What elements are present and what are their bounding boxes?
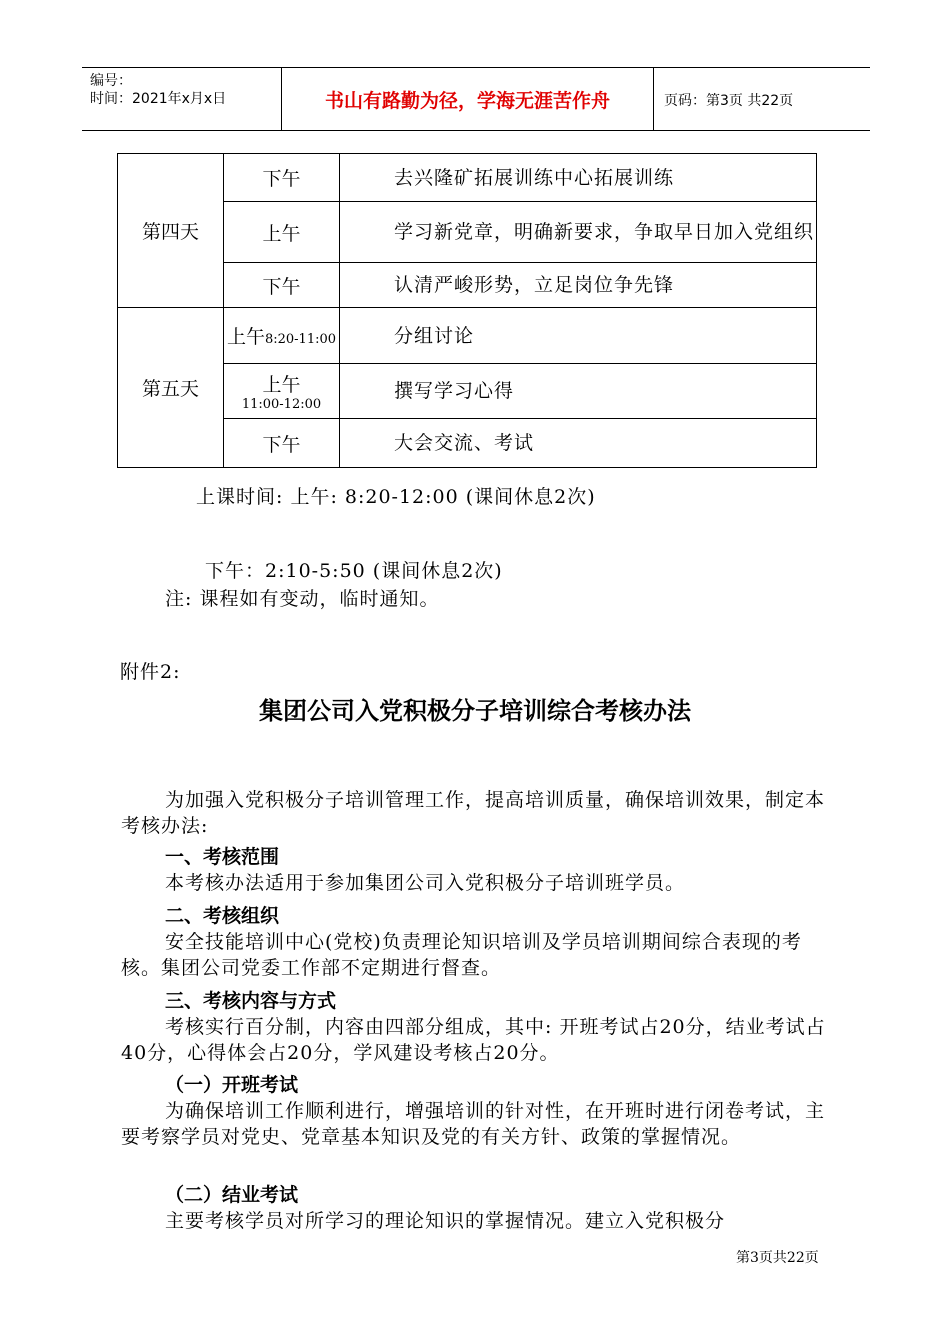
period-cell: 上午 [224,202,340,263]
activity-cell: 认清严峻形势，立足岗位争先锋 [340,263,817,308]
period-cell: 下午 [224,263,340,308]
subsection-heading: （一）开班考试 [165,1074,299,1096]
header-meta [90,72,226,108]
section-heading: 二、考核组织 [165,905,280,927]
period-cell: 上午 11:00-12:00 [224,364,340,419]
section-paragraph: 本考核办法适用于参加集团公司入党积极分子培训班学员。 [165,872,686,894]
number-label: 编号： [90,73,132,89]
class-time-am: 上课时间: 上午: 8:20-12:00 (课间休息2次) [196,486,596,508]
subsection-heading: （二）结业考试 [165,1184,299,1206]
attachment-label: 附件2: [120,661,181,683]
document-title: 集团公司入党积极分子培训综合考核办法 [259,697,691,725]
section-paragraph: 考核实行百分制，内容由四部分组成，其中: 开班考试占20分，结业考试占40分，心得体会占20分，学风建设考核占20分。 [121,1016,826,1064]
table-row [118,308,817,364]
activity-cell: 分组讨论 [340,308,817,364]
period-cell: 上午8:20-11:00 [224,308,340,364]
section-paragraph: 安全技能培训中心(党校)负责理论知识培训及学员培训期间综合表现的考核。集团公司党委工作部不定期进行督查。 [121,931,802,979]
header-divider [653,68,654,130]
activity-cell: 去兴隆矿拓展训练中心拓展训练 [340,154,817,202]
section-heading: 三、考核内容与方式 [165,990,337,1012]
subsection-paragraph: 主要考核学员对所学习的理论知识的掌握情况。建立入党积极分 [165,1210,726,1232]
section-heading: 一、考核范围 [165,846,280,868]
class-time-pm: 下午：2:10-5:50 (课间休息2次) [205,560,503,582]
subsection-paragraph: 为确保培训工作顺利进行，增强培训的针对性，在开班时进行闭卷考试，主要考察学员对党史、党章基本知识及党的有关方针、政策的掌握情况。 [121,1100,826,1148]
date-label: 时间：2021年x月x日 [90,91,227,107]
header-motto: 书山有路勤为径，学海无涯苦作舟 [324,90,610,112]
page-footer: 第3页共22页 [736,1250,819,1266]
schedule-table [117,153,817,468]
day-cell: 第四天 [118,154,224,308]
activity-cell: 撰写学习心得 [340,364,817,419]
activity-cell: 大会交流、考试 [340,419,817,468]
period-cell: 下午 [224,419,340,468]
period-cell: 下午 [224,154,340,202]
page-header [82,67,870,131]
table-row [118,154,817,202]
activity-cell: 学习新党章，明确新要求，争取早日加入党组织 [340,202,817,263]
intro-paragraph: 为加强入党积极分子培训管理工作，提高培训质量，确保培训效果，制定本考核办法: [121,789,826,837]
header-page-info: 页码：第3页 共22页 [664,93,794,109]
day-cell: 第五天 [118,308,224,468]
note-text: 注: 课程如有变动，临时通知。 [165,588,440,610]
